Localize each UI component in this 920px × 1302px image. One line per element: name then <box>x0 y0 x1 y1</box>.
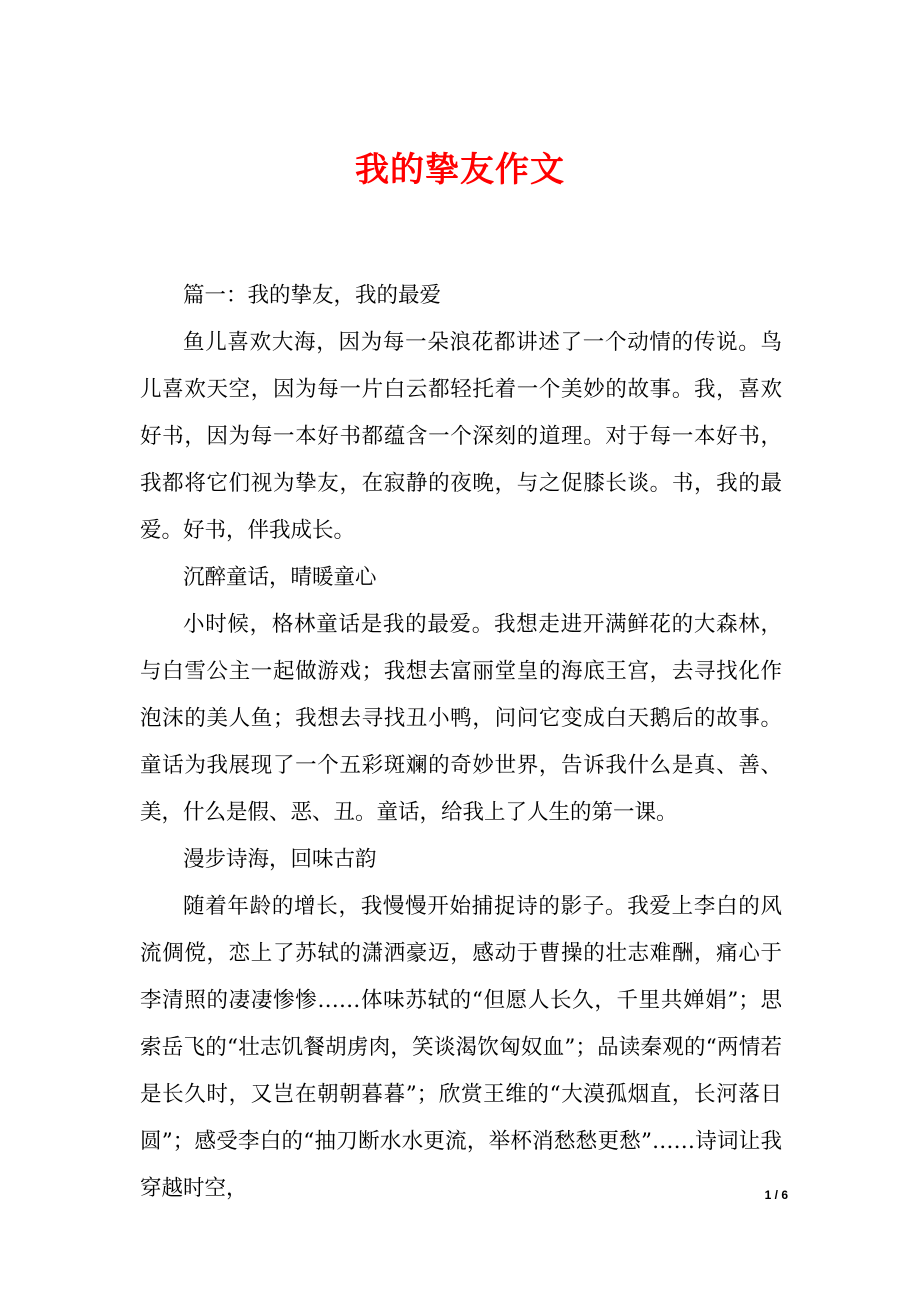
body-paragraph: 鱼儿喜欢大海，因为每一朵浪花都讲述了一个动情的传说。鸟儿喜欢天空，因为每一片白云都轻托着一个美妙的故事。我，喜欢好书，因为每一本好书都蕴含一个深刻的道理。对于每一本好书，我都将它们视为挚友，在寂静的夜晚，与之促膝长谈。书，我的最爱。好书，伴我成长。 <box>140 330 782 543</box>
section-heading: 篇一：我的挚友，我的最爱 <box>183 283 442 308</box>
body-paragraph: 随着年龄的增长，我慢慢开始捕捉诗的影子。我爱上李白的风流倜傥，恋上了苏轼的潇洒豪迈，感动于曹操的壮志难酬，痛心于李清照的凄凄惨惨……体味苏轼的“但愿人长久，千里共婵娟”；思索岳飞的“壮志饥餐胡虏肉，笑谈渴饮匈奴血”；品读秦观的“两情若是长久时，又岂在朝朝暮暮”；欣赏王维的“大漠孤烟直，长河落日圆”；感受李白的“抽刀断水水更流，举杯消愁愁更愁”……诗词让我穿越时空， <box>140 894 782 1201</box>
section-heading: 沉醉童话，晴暖童心 <box>183 565 377 590</box>
document-body <box>140 272 782 1212</box>
document-title: 我的挚友作文 <box>355 150 565 190</box>
page-number: 1 / 6 <box>764 1188 788 1202</box>
section-heading: 漫步诗海，回味古韵 <box>183 847 377 872</box>
body-paragraph: 小时候，格林童话是我的最爱。我想走进开满鲜花的大森林，与白雪公主一起做游戏；我想去富丽堂皇的海底王宫，去寻找化作泡沫的美人鱼；我想去寻找丑小鸭，问问它变成白天鹅后的故事。童话为我展现了一个五彩斑斓的奇妙世界，告诉我什么是真、善、美，什么是假、恶、丑。童话，给我上了人生的第一课。 <box>140 612 782 825</box>
